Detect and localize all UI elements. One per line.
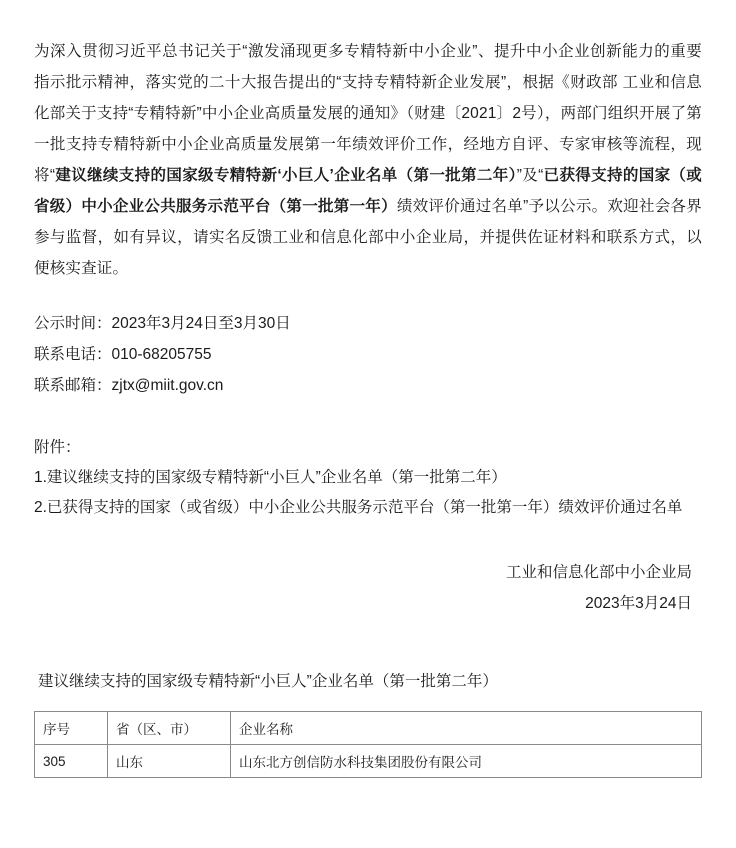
signature-date: 2023年3月24日: [585, 595, 692, 612]
cell-index: 305: [35, 745, 108, 778]
table-row: [35, 745, 702, 778]
attachment-item-1: 1.建议继续支持的国家级专精特新“小巨人”企业名单（第一批第二年）: [34, 469, 507, 486]
paragraph-part-3: 已获得支持的国家（或省级）中小企业公共服务示范平台（第一批第一年）: [34, 167, 702, 215]
paragraph-part-1: 建议继续支持的国家级专精特新‘小巨人’企业名单（第一批第二年）: [55, 167, 517, 184]
notice-contact-info: [34, 308, 702, 401]
contact-phone: 联系电话：010-68205755: [34, 346, 212, 363]
table-header-province: 省（区、市）: [108, 712, 231, 745]
signature-organization: 工业和信息化部中小企业局: [505, 564, 692, 581]
attachments-list: [34, 463, 702, 523]
paragraph-part-4: 绩效评价通过名单”予以公示。欢迎社会各界参与监督，如有异议，请实名反馈工业和信息化部中小企业局，并提供佐证材料和联系方式，以便核实查证。: [34, 198, 702, 277]
company-table: [34, 711, 702, 778]
company-table-body: [35, 745, 702, 778]
attachments-heading: 附件：: [34, 439, 81, 456]
cell-company-name: 山东北方创信防水科技集团股份有限公司: [231, 745, 702, 778]
table-header-company: 企业名称: [231, 712, 702, 745]
table-header-index: 序号: [35, 712, 108, 745]
paragraph-part-0: 为深入贯彻习近平总书记关于“激发涌现更多专精特新中小企业”、提升中小企业创新能力的重要指示批示精神，落实党的二十大报告提出的“支持专精特新企业发展”，根据《财政部 工业和信息化部关于支持“专精特新”中小企业高质量发展的通知》（财建〔2021〕2号），两部门组织开展了第一批支持专精特新中小企业高质量发展第一年绩效评价工作，经地方自评、专家审核等流程，现将“: [34, 43, 702, 184]
publicity-period: 公示时间：2023年3月24日至3月30日: [34, 315, 291, 332]
company-table-header: [35, 712, 702, 745]
paragraph-part-2: ”及“: [516, 167, 544, 184]
signature-block: [34, 557, 702, 619]
notice-body-paragraph: [34, 36, 702, 284]
table-header-row: [35, 712, 702, 745]
cell-province: 山东: [108, 745, 231, 778]
company-list-heading: 建议继续支持的国家级专精特新“小巨人”企业名单（第一批第二年）: [38, 673, 498, 690]
attachment-item-2: 2.已获得支持的国家（或省级）中小企业公共服务示范平台（第一批第一年）绩效评价通过名单: [34, 499, 683, 516]
contact-email: 联系邮箱：zjtx@miit.gov.cn: [34, 377, 224, 394]
